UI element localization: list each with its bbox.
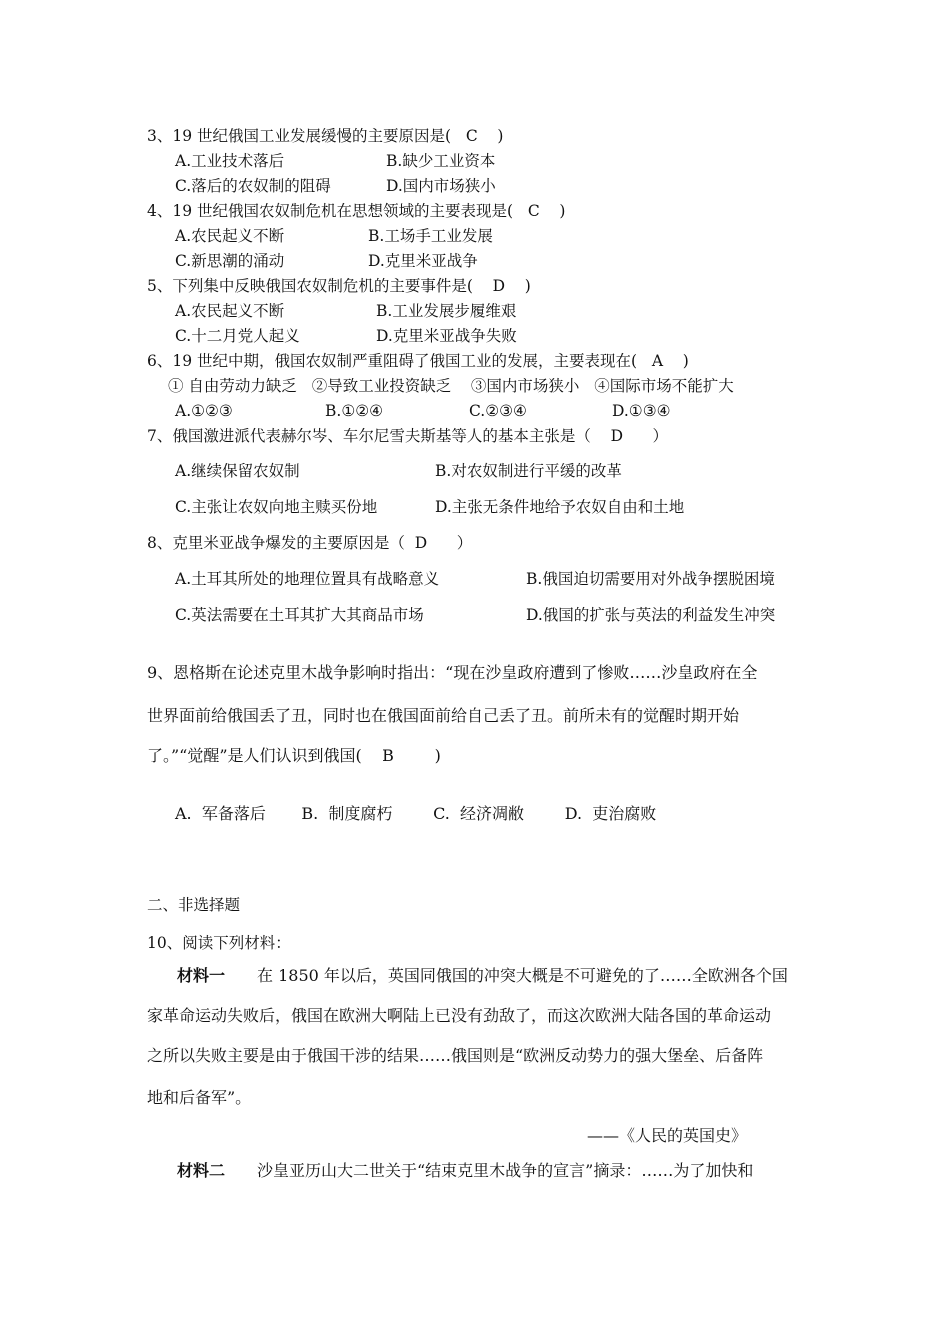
q5-option-d: D.克里米亚战争失败 [376,327,517,345]
q6-option-a: A.①②③ [175,402,233,420]
material-1-source: ——《人民的英国史》 [587,1126,748,1145]
q9-line-2: 世界面前给俄国丢了丑，同时也在俄国面前给自己丢了丑。前所未有的觉醒时期开始 [147,706,740,725]
material-2-line-1: 沙皇亚历山大二世关于“结束克里木战争的宣言”摘录：……为了加快和 [257,1161,754,1180]
q3-option-b: B.缺少工业资本 [386,152,496,170]
q6-option-b: B.①②④ [325,402,384,420]
q5-option-c: C.十二月党人起义 [175,327,300,345]
q4-option-d: D.克里米亚战争 [368,252,478,270]
q9-line-3: 了。”“觉醒”是人们认识到俄国( B ) [147,746,441,765]
q4-option-a: A.农民起义不断 [175,227,285,245]
q5-stem: 5、下列集中反映俄国农奴制危机的主要事件是( D ) [147,277,531,295]
section-heading: 二、非选择题 [147,896,241,914]
q3-stem: 3、19 世纪俄国工业发展缓慢的主要原因是( C ) [147,127,504,145]
q10-stem: 10、阅读下列材料： [147,934,291,952]
q9-line-1: 9、恩格斯在论述克里木战争影响时指出：“现在沙皇政府遭到了惨败……沙皇政府在全 [147,663,758,682]
q4-option-b: B.工场手工业发展 [368,227,493,245]
q3-option-c: C.落后的农奴制的阻碍 [175,177,331,195]
q8-option-d: D.俄国的扩张与英法的利益发生冲突 [526,606,776,624]
q8-option-b: B.俄国迫切需要用对外战争摆脱困境 [526,570,775,588]
q6-stem: 6、19 世纪中期，俄国农奴制严重阻碍了俄国工业的发展，主要表现在( A ) [147,352,689,370]
q6-option-d: D.①③④ [612,402,671,420]
material-1-line-2: 家革命运动失败后，俄国在欧洲大啊陆上已没有劲敌了，而这次欧洲大陆各国的革命运动 [147,1006,772,1025]
q7-stem: 7、俄国激进派代表赫尔岑、车尔尼雪夫斯基等人的基本主张是（ D ） [147,427,669,445]
q3-option-a: A.工业技术落后 [175,152,285,170]
q6-items: ① 自由劳动力缺乏 ②导致工业投资缺乏 ③国内市场狭小 ④国际市场不能扩大 [168,377,734,395]
q8-option-a: A.土耳其所处的地理位置具有战略意义 [175,570,440,588]
material-1-label: 材料一 [177,966,226,985]
q4-stem: 4、19 世纪俄国农奴制危机在思想领域的主要表现是( C ) [147,202,566,220]
q6-option-c: C.②③④ [469,402,527,420]
q7-option-d: D.主张无条件地给予农奴自由和土地 [435,498,685,516]
q7-option-c: C.主张让农奴向地主赎买份地 [175,498,378,516]
q8-option-c: C.英法需要在土耳其扩大其商品市场 [175,606,424,624]
q5-option-a: A.农民起义不断 [175,302,285,320]
material-1-line-3: 之所以失败主要是由于俄国干涉的结果……俄国则是“欧洲反动势力的强大堡垒、后备阵 [147,1046,764,1065]
q8-stem: 8、克里米亚战争爆发的主要原因是（ D ） [147,534,473,552]
q5-option-b: B.工业发展步履维艰 [376,302,517,320]
q9-options: A. 军备落后 B. 制度腐朽 C. 经济凋敝 D. 吏治腐败 [175,804,657,823]
material-1-line-1: 在 1850 年以后，英国同俄国的冲突大概是不可避免的了……全欧洲各个国 [257,966,788,985]
material-1-line-4: 地和后备军”。 [147,1088,252,1107]
q3-option-d: D.国内市场狭小 [386,177,496,195]
q7-option-b: B.对农奴制进行平缓的改革 [435,462,622,480]
q7-option-a: A.继续保留农奴制 [175,462,300,480]
q4-option-c: C.新思潮的涌动 [175,252,285,270]
material-2-label: 材料二 [177,1161,226,1180]
